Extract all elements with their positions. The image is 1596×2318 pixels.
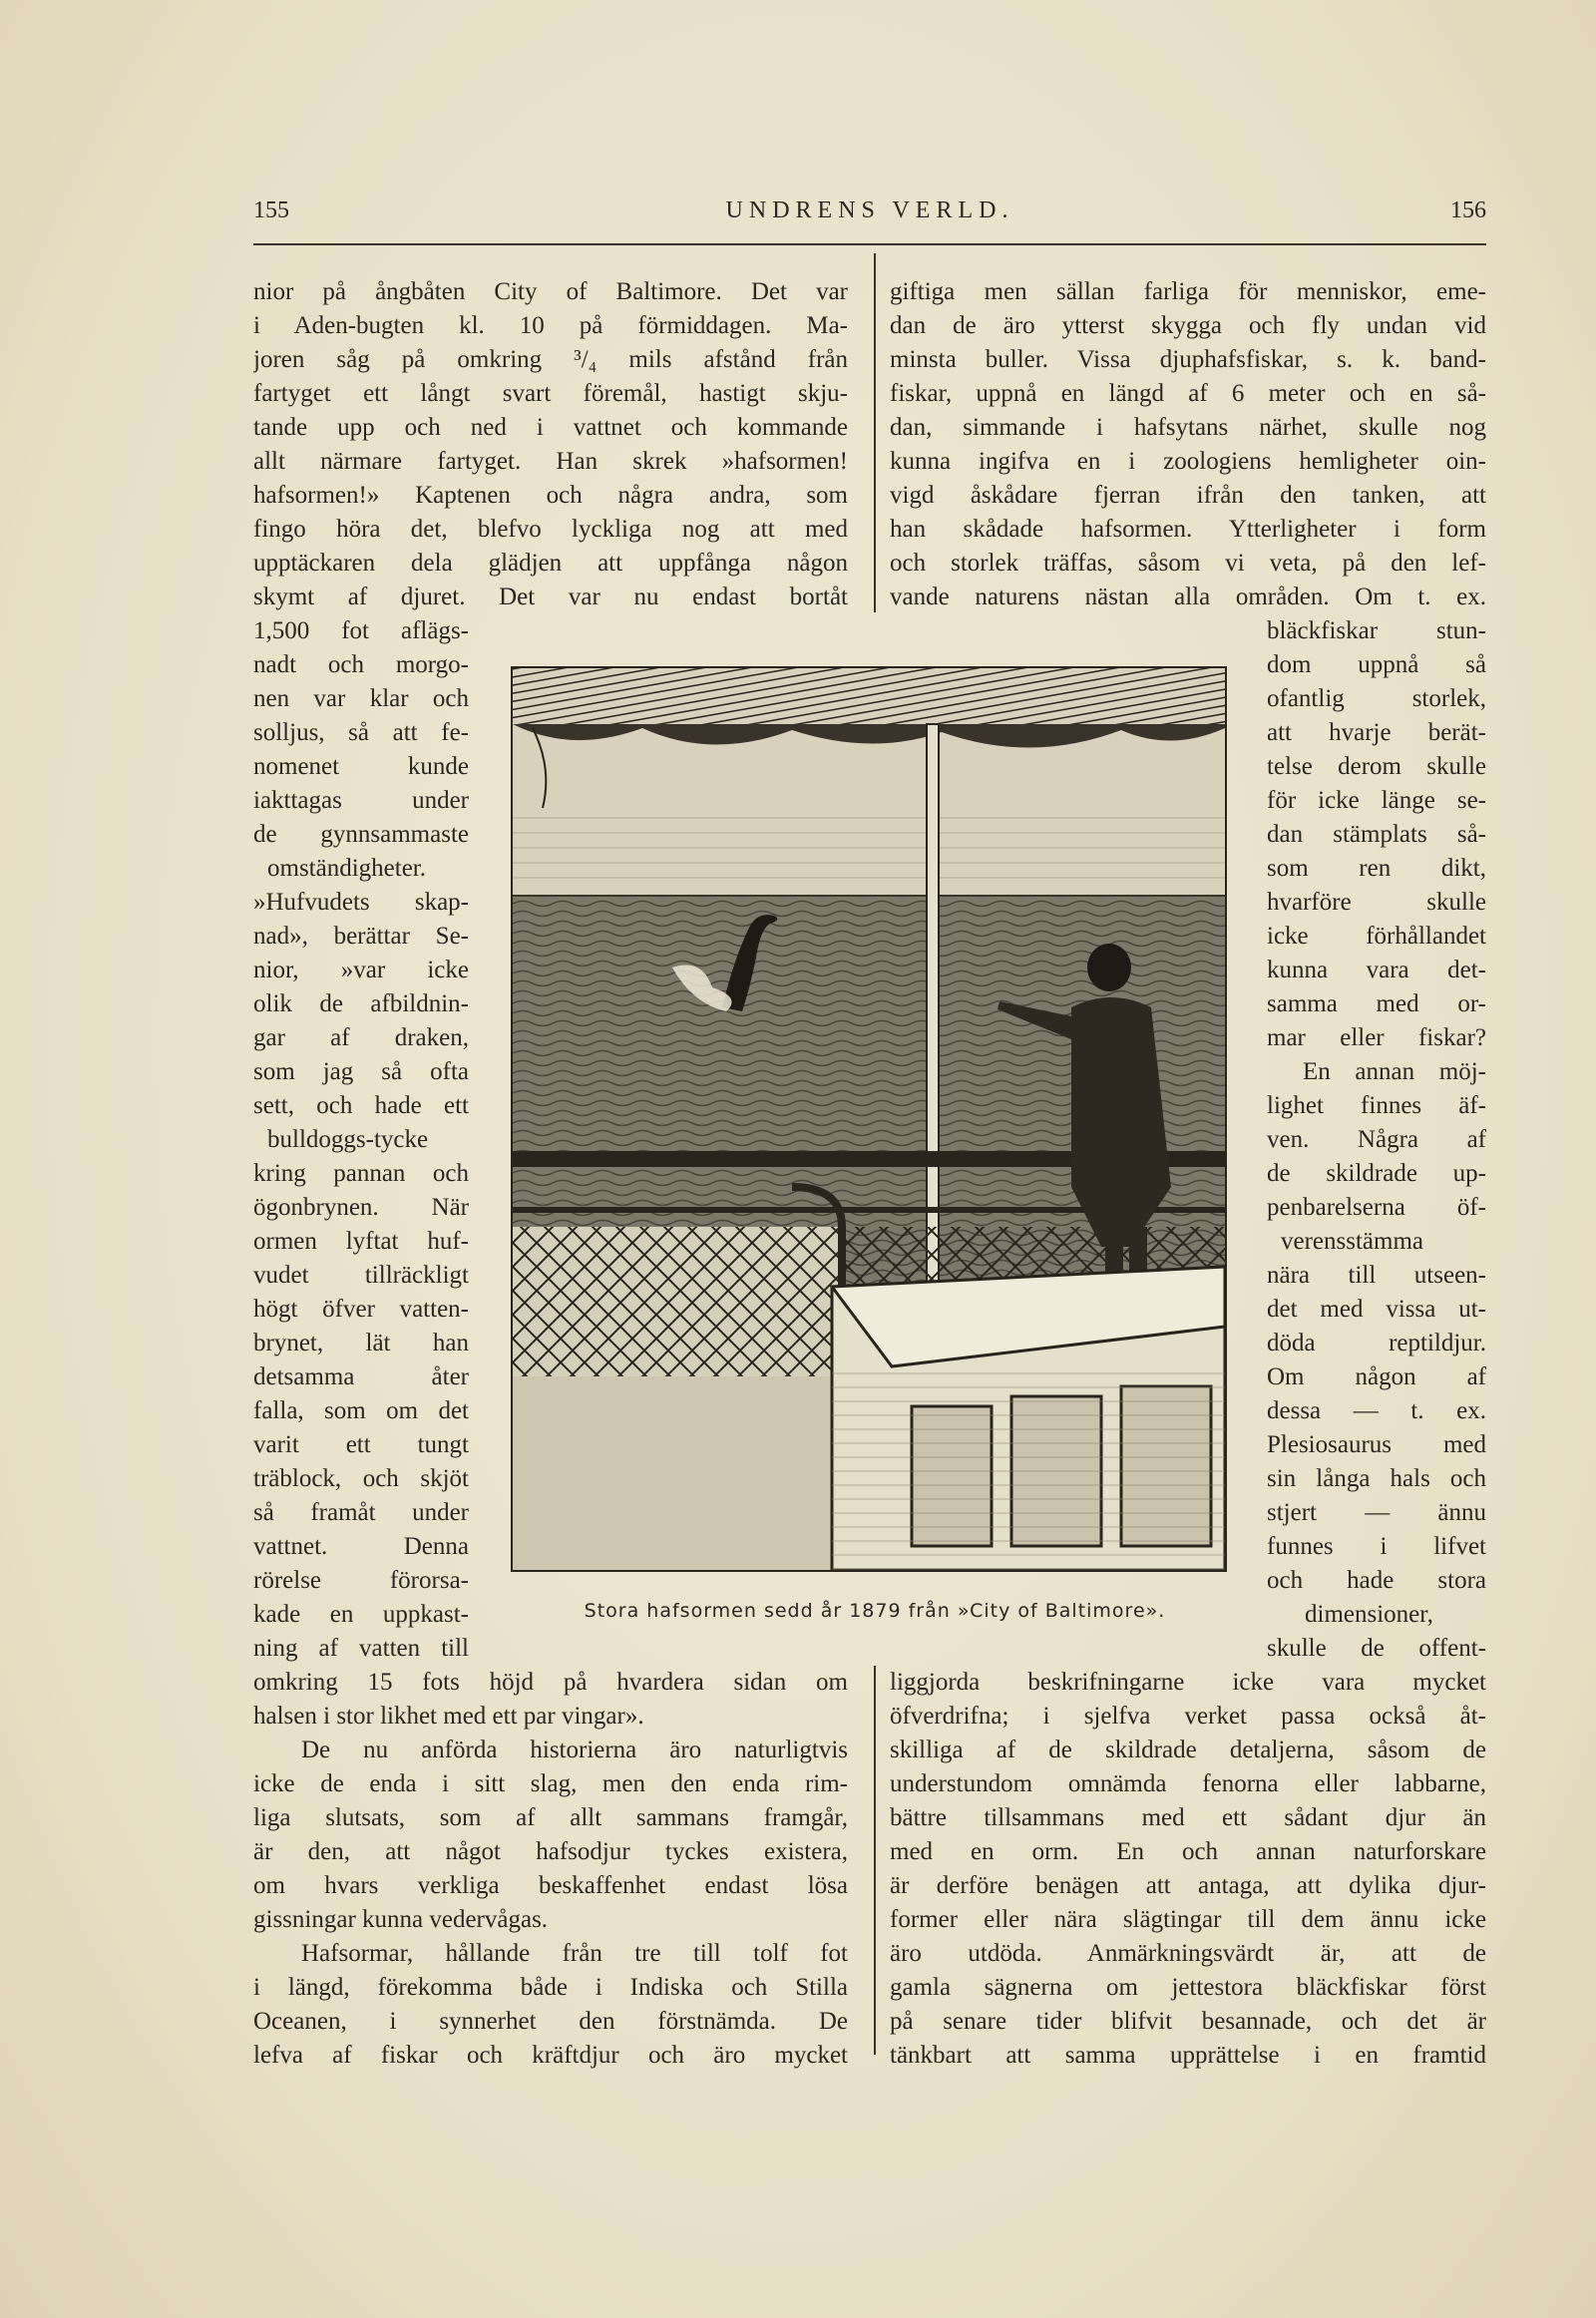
text-line: giftiga men sällan farliga för menniskor, eme- (890, 278, 1486, 305)
text-line: döda reptildjur. (1267, 1330, 1486, 1356)
lattice-railing (513, 1227, 842, 1376)
text-line: de skildrade up- (1267, 1160, 1486, 1187)
deck-planking (832, 1366, 1225, 1570)
text-line: för icke länge se- (1267, 787, 1486, 814)
engraving-svg (513, 668, 1225, 1570)
awning (513, 668, 1225, 724)
text-line: lighet finnes äf- (1267, 1092, 1486, 1119)
text-line: är den, att något hafsodjur tyckes existera, (253, 1838, 848, 1865)
text-line: nior på ångbåten City of Baltimore. Det var (253, 278, 848, 305)
text-line: kunna ingifva en i zoologiens hemligheter oin- (890, 448, 1486, 475)
text-line: nomenet kunde (253, 753, 469, 780)
text-line: de gynnsammaste (253, 821, 469, 848)
text-line: verensstämma (1281, 1228, 1424, 1255)
column-divider-bottom (874, 1666, 876, 2055)
text-line: om hvars verkliga beskaffenhet endast lösa (253, 1872, 848, 1899)
text-line: falla, som om det (253, 1397, 469, 1424)
text-line: stjert — ännu (1267, 1499, 1486, 1526)
text-line: bulldoggs-tycke (267, 1126, 429, 1153)
text-line: nior, »var icke (253, 957, 469, 983)
text-line: i Aden-bugten kl. 10 på förmiddagen. Ma- (253, 312, 848, 339)
text-line: 1,500 fot aflägs- (253, 617, 469, 644)
text-line: fartyget ett långt svart föremål, hastigt skju- (253, 380, 848, 407)
right-column-bottom (890, 1666, 1486, 2073)
text-line: icke de enda i sitt slag, men den enda rim- (253, 1770, 848, 1797)
text-line: icke förhållandet (1267, 923, 1486, 950)
text-line: ven. Några af (1267, 1126, 1486, 1153)
left-column-narrow (253, 614, 469, 1666)
text-line: kunna vara det- (1267, 957, 1486, 983)
text-line: tande upp och ned i vattnet och kommande (253, 414, 848, 441)
text-line: detsamma åter (253, 1363, 469, 1390)
text-line: vudet tillräckligt (253, 1262, 469, 1289)
text-line: som jag så ofta (253, 1058, 469, 1085)
text-line: tänkbart att samma upprättelse i en framtid (890, 2042, 1486, 2069)
sea-serpent-engraving (511, 666, 1227, 1572)
text-line: skilliga af de skildrade detaljerna, såsom de (890, 1737, 1486, 1763)
text-line: öfverdrifna; i sjelfva verket passa också åt- (890, 1703, 1486, 1730)
text-line: joren såg på omkring ³/₄ mils afstånd från (253, 346, 848, 373)
text-line: bläckfiskar stun- (1267, 617, 1486, 644)
text-line: gamla sägnerna om jettestora bläckfiskar först (890, 1974, 1486, 2001)
text-line: Oceanen, i synnerhet den förstnämda. De (253, 2008, 848, 2035)
page-number-left: 155 (253, 197, 289, 223)
text-line: vigd åskådare fjerran ifrån den tanken, att (890, 482, 1486, 509)
text-line: samma med or- (1267, 990, 1486, 1017)
text-line: allt närmare fartyget. Han skrek »hafsormen! (253, 448, 848, 475)
text-line: fiskar, uppnå en längd af 6 meter och en så- (890, 380, 1486, 407)
text-line: ning af vatten till (253, 1635, 469, 1662)
text-line: på senare tider blifvit besannade, och det är (890, 2008, 1486, 2035)
text-line: brynet, lät han (253, 1330, 469, 1356)
text-line: som ren dikt, (1267, 855, 1486, 882)
left-column-top (253, 275, 848, 614)
text-line: nen var klar och (253, 685, 469, 712)
text-line: upptäckaren dela glädjen att uppfånga någon (253, 550, 848, 577)
text-line: kring pannan och (253, 1160, 469, 1187)
text-line: minsta buller. Vissa djuphafsfiskar, s. k. band- (890, 346, 1486, 373)
figure-caption: Stora hafsormen sedd år 1879 från »City of Baltimore». (584, 1600, 1166, 1622)
text-line: En annan möj- (1303, 1058, 1486, 1085)
text-line: gar af draken, (253, 1024, 469, 1051)
text-line: lefva af fiskar och kräftdjur och äro mycket (253, 2042, 848, 2069)
text-line: gissningar kunna vedervågas. (253, 1906, 549, 1933)
text-line: nära till utseen- (1267, 1262, 1486, 1289)
text-line: olik de afbildnin- (253, 990, 469, 1017)
text-line: det med vissa ut- (1267, 1296, 1486, 1323)
text-line: understundom omnämda fenorna eller labbarne, (890, 1770, 1486, 1797)
right-column-top (890, 275, 1486, 614)
text-line: omkring 15 fots höjd på hvardera sidan om (253, 1669, 848, 1696)
text-line: dan stämplats så- (1267, 821, 1486, 848)
text-line: Plesiosaurus med (1267, 1431, 1486, 1458)
text-line: omständigheter. (267, 855, 426, 882)
text-line: med en orm. En och annan naturforskare (890, 1838, 1486, 1865)
text-line: varit ett tungt (253, 1431, 469, 1458)
text-line: äro utdöda. Anmärkningsvärdt är, att de (890, 1940, 1486, 1967)
text-line: nad», berättar Se- (253, 923, 469, 950)
text-line: vattnet. Denna (253, 1533, 469, 1560)
text-line: penbarelserna öf- (1267, 1194, 1486, 1221)
text-line: Om någon af (1267, 1363, 1486, 1390)
page-number-right: 156 (1450, 197, 1486, 223)
text-line: och hade stora (1267, 1567, 1486, 1594)
running-header (253, 197, 1486, 227)
text-line: att hvarje berät- (1267, 719, 1486, 746)
text-line: ögonbrynen. När (253, 1194, 469, 1221)
text-line: dom uppnå så (1267, 651, 1486, 678)
text-line: hafsormen!» Kaptenen och några andra, som (253, 482, 848, 509)
text-line: är derföre benägen att antaga, att dylika djur- (890, 1872, 1486, 1899)
text-line: liga slutsats, som af allt sammans framgår, (253, 1804, 848, 1831)
text-line: i längd, förekomma både i Indiska och Stilla (253, 1974, 848, 2001)
text-line: bättre tillsammans med ett sådant djur än (890, 1804, 1486, 1831)
text-line: funnes i lifvet (1267, 1533, 1486, 1560)
text-line: högt öfver vatten- (253, 1296, 469, 1323)
text-line: dimensioner, (1305, 1601, 1433, 1628)
text-line: och storlek träffas, såsom vi veta, på den lef- (890, 550, 1486, 577)
column-divider-top (874, 253, 876, 612)
text-line: ormen lyftat huf- (253, 1228, 469, 1255)
text-line: iakttagas under (253, 787, 469, 814)
text-line: skymt af djuret. Det var nu endast bortåt (253, 583, 848, 610)
running-title: UNDRENS VERLD. (725, 197, 1014, 223)
text-line: sett, och hade ett (253, 1092, 469, 1119)
text-line: Hafsormar, hållande från tre till tolf fot (301, 1940, 848, 1967)
text-line: fingo höra det, blefvo lyckliga nog att med (253, 516, 848, 543)
text-line: halsen i stor likhet med ett par vingar». (253, 1703, 644, 1730)
text-line: träblock, och skjöt (253, 1465, 469, 1492)
text-line: dessa — t. ex. (1267, 1397, 1486, 1424)
text-line: nadt och morgo- (253, 651, 469, 678)
text-line: former eller nära slägtingar till dem ännu icke (890, 1906, 1486, 1933)
right-column-narrow (1267, 614, 1486, 1666)
text-line: ofantlig storlek, (1267, 685, 1486, 712)
text-line: De nu anförda historierna äro naturligtvis (301, 1737, 848, 1763)
text-line: så framåt under (253, 1499, 469, 1526)
text-line: »Hufvudets skap- (253, 889, 469, 916)
text-line: hvarföre skulle (1267, 889, 1486, 916)
text-line: mar eller fiskar? (1267, 1024, 1486, 1051)
text-line: liggjorda beskrifningarne icke vara mycket (890, 1669, 1486, 1696)
left-column-bottom (253, 1666, 848, 2073)
text-line: skulle de offent- (1267, 1635, 1486, 1662)
text-line: vande naturens nästan alla områden. Om t. ex. (890, 583, 1486, 610)
text-line: kade en uppkast- (253, 1601, 469, 1628)
text-line: telse derom skulle (1267, 753, 1486, 780)
text-line: rörelse förorsa- (253, 1567, 469, 1594)
text-line: dan de äro ytterst skygga och fly undan vid (890, 312, 1486, 339)
text-line: solljus, så att fe- (253, 719, 469, 746)
text-line: dan, simmande i hafsytans närhet, skulle nog (890, 414, 1486, 441)
text-line: han skådade hafsormen. Ytterligheter i form (890, 516, 1486, 543)
text-line: sin långa hals och (1267, 1465, 1486, 1492)
header-rule (253, 243, 1486, 245)
